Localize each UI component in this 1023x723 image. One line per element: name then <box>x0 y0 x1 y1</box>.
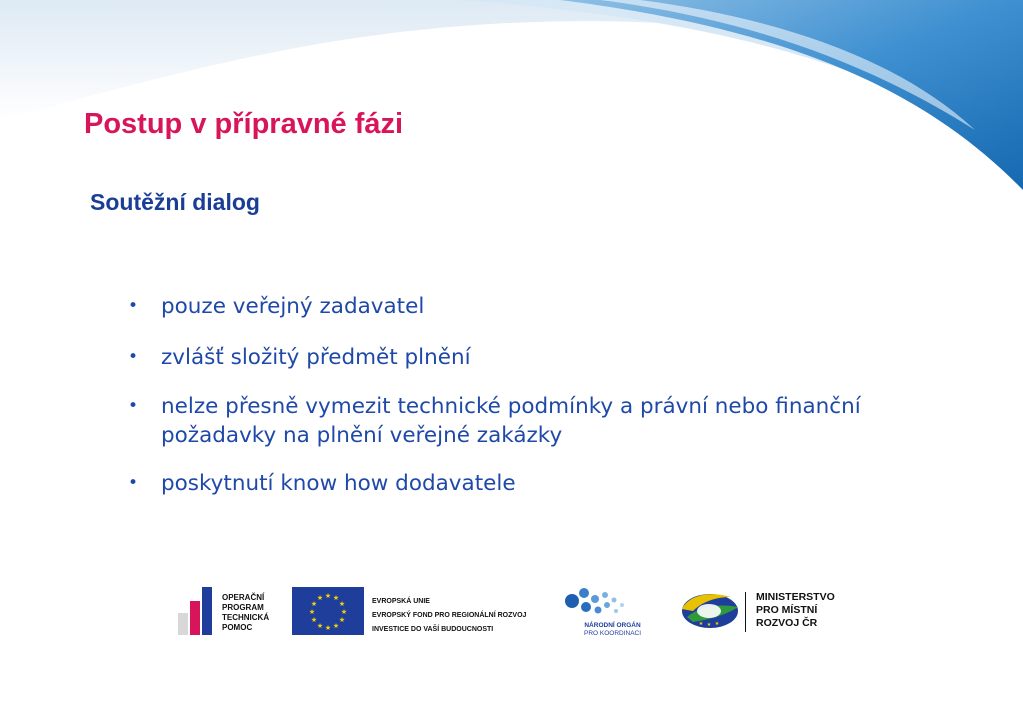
bullet-text: zvlášť složitý předmět plnění <box>161 345 471 370</box>
bullet-dot-icon: • <box>128 347 139 367</box>
bullet-item <box>128 292 928 321</box>
bullet-text: pouze veřejný zadavatel <box>161 294 425 319</box>
svg-text:★: ★ <box>324 592 332 600</box>
bullet-item <box>128 392 928 450</box>
svg-text:★: ★ <box>698 621 704 627</box>
nok-logo-text: NÁRODNÍ ORGÁN PRO KOORDINACI <box>584 622 642 637</box>
slide-title: Postup v přípravné fázi <box>84 108 404 140</box>
bullet-item <box>128 343 928 372</box>
svg-text:★: ★ <box>316 622 324 630</box>
svg-text:★: ★ <box>332 622 340 630</box>
svg-text:★: ★ <box>706 622 712 628</box>
svg-text:★: ★ <box>308 608 316 616</box>
bullet-item <box>128 469 928 498</box>
op-tp-bars-icon <box>176 587 218 637</box>
mmr-logo-icon <box>679 589 741 631</box>
blue-swoosh <box>560 0 1023 190</box>
bullet-dot-icon: • <box>128 396 139 416</box>
mmr-divider <box>745 592 746 632</box>
svg-text:★: ★ <box>332 594 340 602</box>
mmr-logo-text: MINISTERSTVO PRO MÍSTNÍ ROZVOJ ČR <box>756 591 835 629</box>
bullet-text: nelze přesně vymezit technické podmínky a právní nebo finanční požadavky na plnění veřejné zakázky <box>161 394 861 448</box>
svg-text:★: ★ <box>324 624 332 632</box>
svg-text:★: ★ <box>316 594 324 602</box>
bullet-dot-icon: • <box>128 296 139 316</box>
nok-dots-icon <box>562 585 632 621</box>
svg-text:★: ★ <box>338 600 346 608</box>
logo-strip <box>0 580 1023 650</box>
svg-text:★: ★ <box>714 621 720 627</box>
svg-text:★: ★ <box>310 616 318 624</box>
svg-text:★: ★ <box>338 616 346 624</box>
svg-text:★: ★ <box>340 608 348 616</box>
svg-text:★: ★ <box>310 600 318 608</box>
bullet-dot-icon: • <box>128 473 139 493</box>
bullet-list <box>128 292 928 520</box>
eu-flag-icon <box>292 587 364 635</box>
bullet-text: poskytnutí know how dodavatele <box>161 471 516 496</box>
op-tp-logo-text: OPERAČNÍ PROGRAM TECHNICKÁ POMOC <box>222 593 270 632</box>
eu-logo-text: EVROPSKÁ UNIE EVROPSKÝ FOND PRO REGIONÁLNÍ ROZVOJ INVESTICE DO VAŠÍ BUDOUCNOSTI <box>372 598 527 633</box>
slide-subtitle: Soutěžní dialog <box>90 189 260 215</box>
